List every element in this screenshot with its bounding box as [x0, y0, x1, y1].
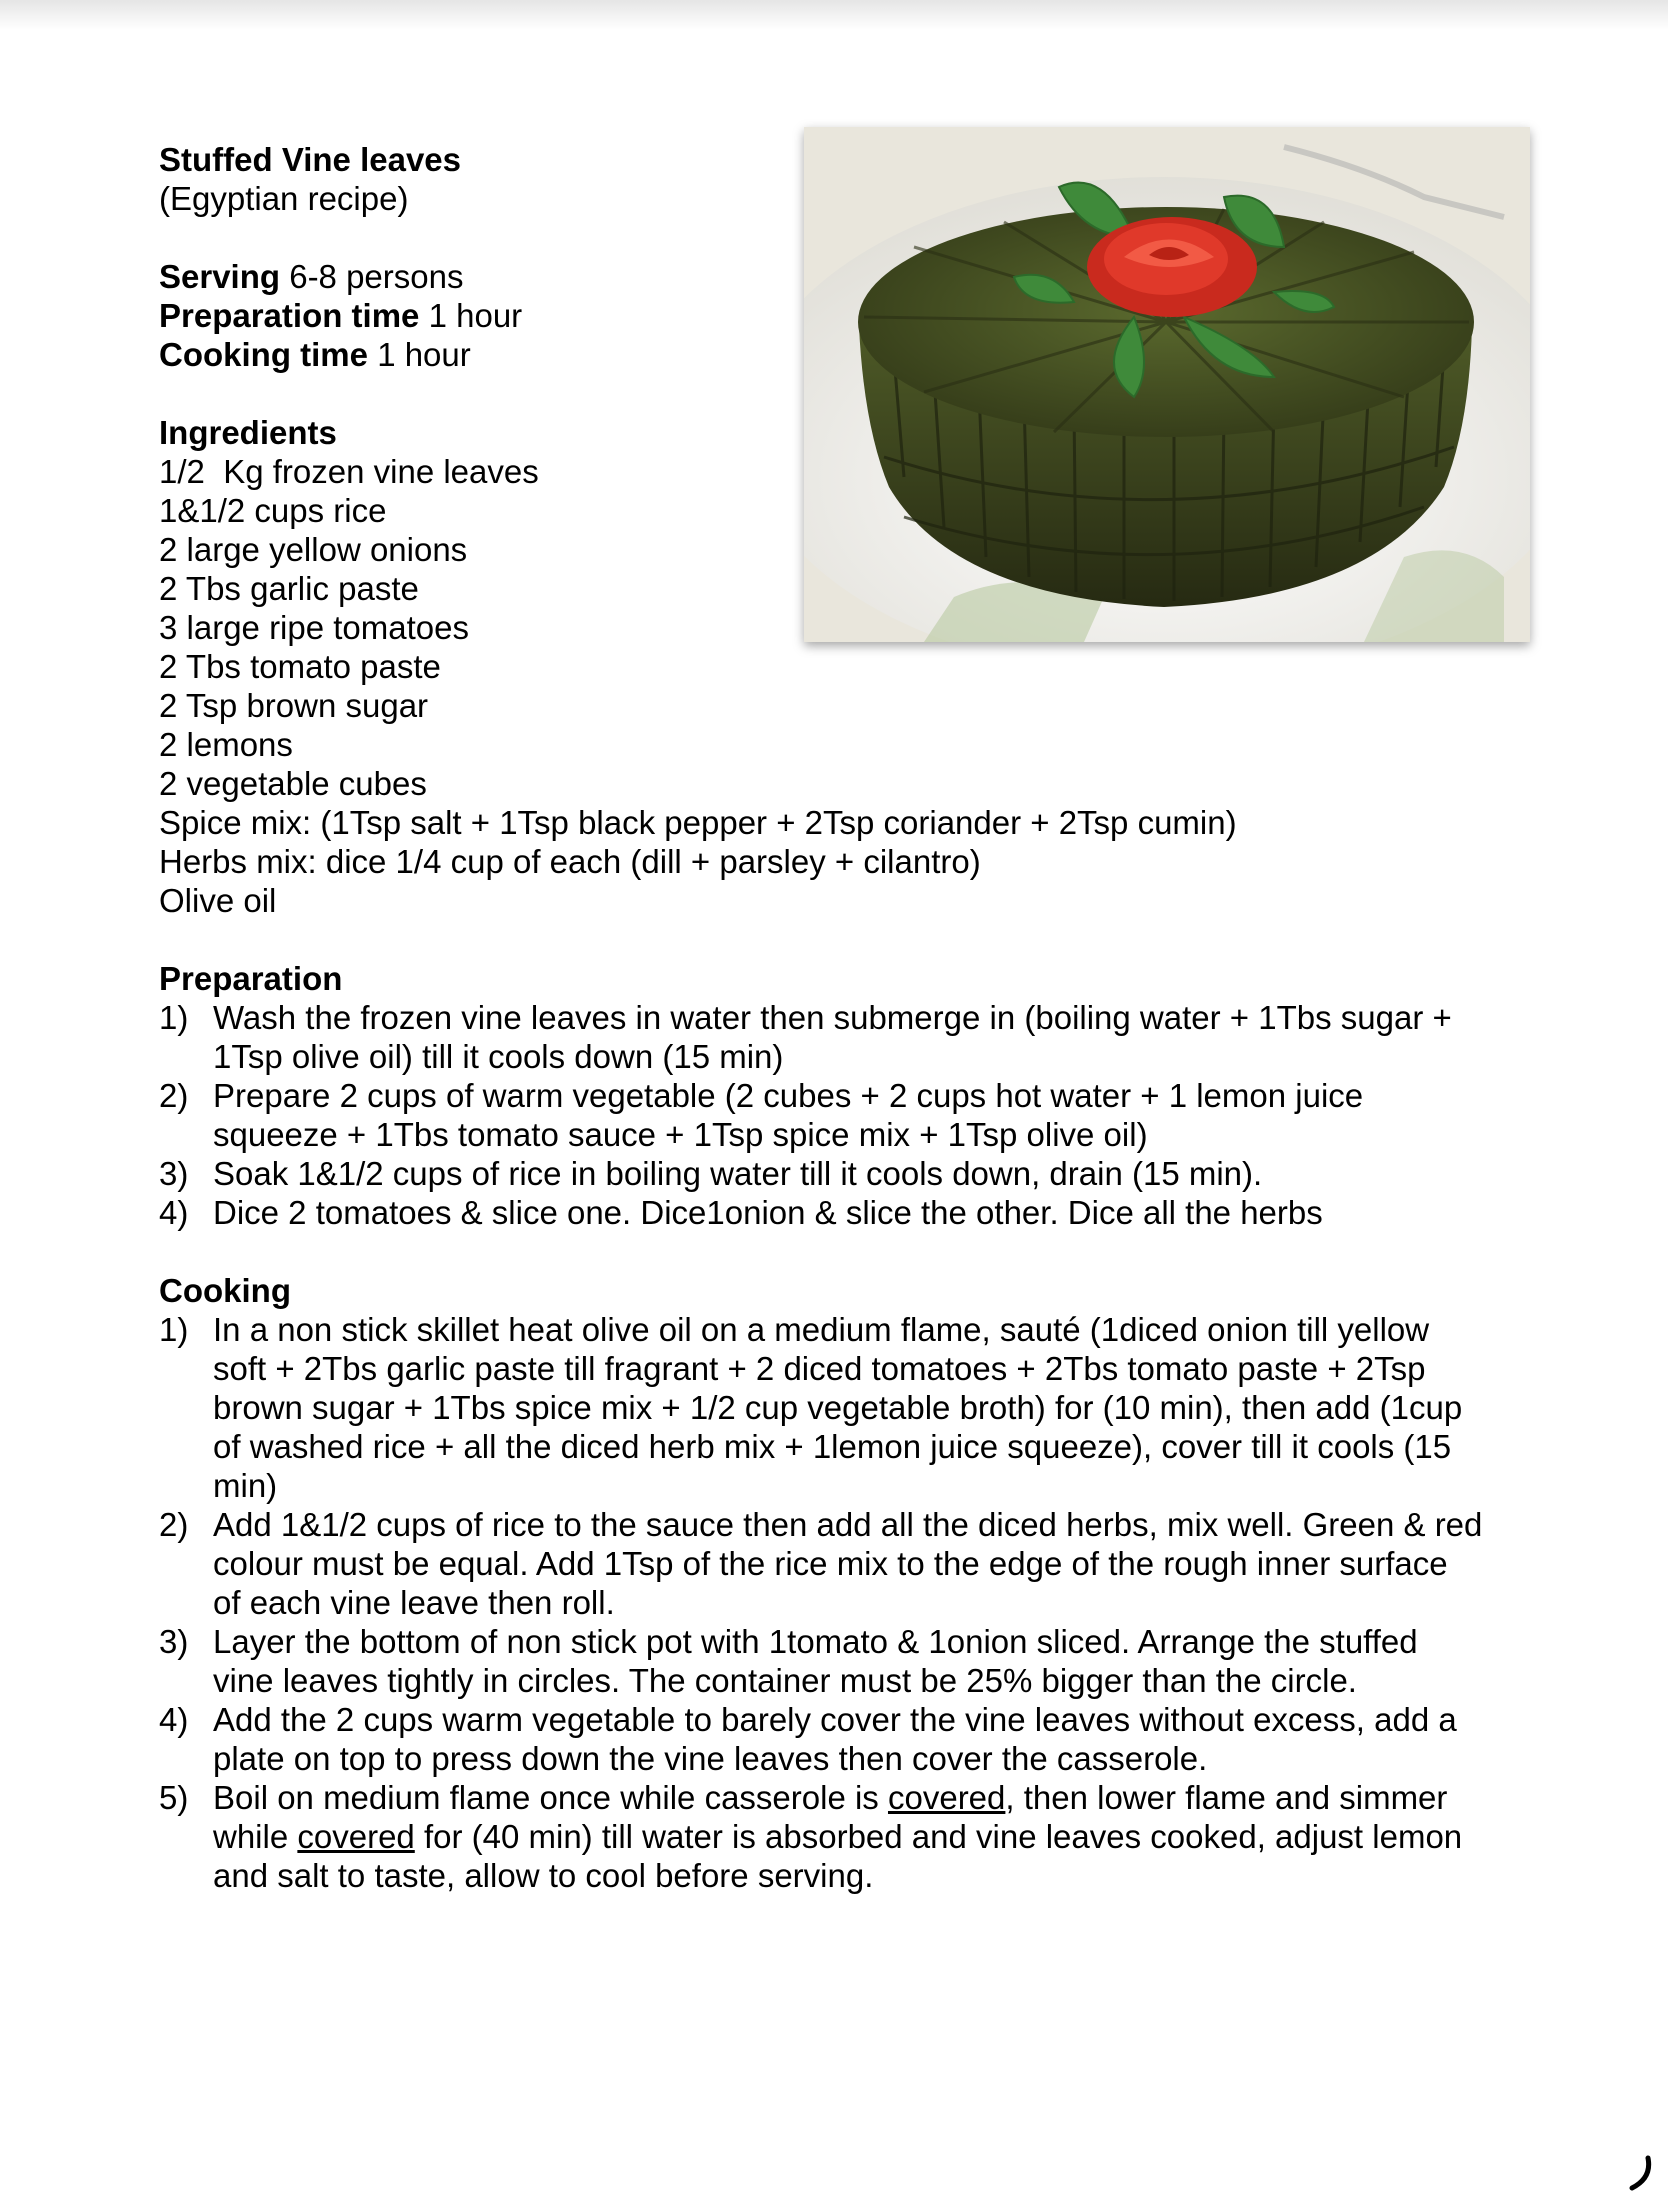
preparation-step — [159, 1154, 1553, 1193]
step-line — [213, 1817, 1553, 1856]
ingredient-item: 2 vegetable cubes — [159, 765, 427, 802]
cooking-step — [159, 1310, 1553, 1505]
step-number: 3) — [159, 1155, 189, 1192]
step-line: Add 1&1/2 cups of rice to the sauce then add all the diced herbs, mix well. Green & red — [213, 1506, 1483, 1543]
step-line: colour must be equal. Add 1Tsp of the rice mix to the edge of the rough inner surface — [213, 1545, 1448, 1582]
cook-time-value: 1 hour — [377, 336, 471, 373]
page-curl-icon — [1626, 2154, 1656, 2194]
ingredient-item: 1/2 Kg frozen vine leaves — [159, 453, 539, 490]
preparation-step — [159, 1076, 1553, 1154]
preparation-heading: Preparation — [159, 960, 343, 997]
step-number: 2) — [159, 1077, 189, 1114]
page-top-shadow — [0, 0, 1668, 30]
serving-row — [159, 257, 1539, 296]
ingredient-item: 1&1/2 cups rice — [159, 492, 387, 529]
cook-time-row — [159, 335, 1539, 374]
serving-value: 6-8 persons — [289, 258, 464, 295]
ingredient-item: 3 large ripe tomatoes — [159, 609, 470, 646]
cooking-step — [159, 1622, 1553, 1700]
cook-time-label: Cooking time — [159, 336, 369, 373]
text-run: Boil on medium flame once while casserole is — [213, 1779, 888, 1816]
step-line: Wash the frozen vine leaves in water then submerge in (boiling water + 1Tbs sugar + — [213, 999, 1452, 1036]
step-number: 5) — [159, 1779, 189, 1816]
recipe-document — [159, 140, 1539, 1895]
step-line — [213, 1778, 1553, 1817]
step-text — [213, 1505, 1553, 1622]
step-line: soft + 2Tbs garlic paste till fragrant + 2 diced tomatoes + 2Tbs tomato paste + 2Tsp — [213, 1350, 1426, 1387]
recipe-title: Stuffed Vine leaves — [159, 141, 462, 178]
ingredients-heading: Ingredients — [159, 414, 337, 451]
text-run: and salt to taste, allow to cool before serving. — [213, 1857, 874, 1894]
step-line: 1Tsp olive oil) till it cools down (15 min) — [213, 1038, 784, 1075]
ingredient-item: 2 Tbs garlic paste — [159, 570, 419, 607]
step-number: 2) — [159, 1506, 189, 1543]
text-run: for (40 min) till water is absorbed and vine leaves cooked, adjust lemon — [414, 1818, 1463, 1855]
serving-label: Serving — [159, 258, 281, 295]
ingredient-item: 2 Tbs tomato paste — [159, 648, 441, 685]
step-line: Layer the bottom of non stick pot with 1tomato & 1onion sliced. Arrange the stuffed — [213, 1623, 1418, 1660]
ingredient-item: Herbs mix: dice 1/4 cup of each (dill + parsley + cilantro) — [159, 843, 981, 880]
ingredient-item: Spice mix: (1Tsp salt + 1Tsp black pepper + 2Tsp coriander + 2Tsp cumin) — [159, 804, 1237, 841]
step-line: Add the 2 cups warm vegetable to barely cover the vine leaves without excess, add a — [213, 1701, 1457, 1738]
step-line: of each vine leave then roll. — [213, 1584, 615, 1621]
cooking-steps — [159, 1310, 1539, 1895]
preparation-steps — [159, 998, 1539, 1232]
step-text — [213, 1076, 1553, 1154]
step-line: min) — [213, 1467, 278, 1504]
step-text — [213, 1700, 1553, 1778]
step-line: squeeze + 1Tbs tomato sauce + 1Tsp spice mix + 1Tsp olive oil) — [213, 1116, 1148, 1153]
step-number: 4) — [159, 1194, 189, 1231]
text-run: , then lower flame and simmer — [1005, 1779, 1448, 1816]
prep-time-row — [159, 296, 1539, 335]
step-line: of washed rice + all the diced herb mix + 1lemon juice squeeze), cover till it cools (15 — [213, 1428, 1452, 1465]
step-number: 1) — [159, 999, 189, 1036]
underlined-word: covered — [887, 1779, 1006, 1816]
step-number: 3) — [159, 1623, 189, 1660]
ingredient-item: Olive oil — [159, 882, 277, 919]
step-line: Dice 2 tomatoes & slice one. Dice1onion & slice the other. Dice all the herbs — [213, 1194, 1323, 1231]
prep-time-label: Preparation time — [159, 297, 420, 334]
cooking-heading: Cooking — [159, 1272, 291, 1309]
step-line: In a non stick skillet heat olive oil on a medium flame, sauté (1diced onion till yellow — [213, 1311, 1430, 1348]
ingredient-item: 2 lemons — [159, 726, 293, 763]
step-line: plate on top to press down the vine leaves then cover the casserole. — [213, 1740, 1208, 1777]
underlined-word: covered — [297, 1818, 415, 1855]
step-text — [213, 1154, 1553, 1193]
cooking-step — [159, 1778, 1553, 1895]
ingredients-list — [159, 452, 1539, 920]
step-line: Prepare 2 cups of warm vegetable (2 cubes + 2 cups hot water + 1 lemon juice — [213, 1077, 1364, 1114]
step-number: 4) — [159, 1701, 189, 1738]
step-text — [213, 998, 1553, 1076]
step-text — [213, 1310, 1553, 1505]
prep-time-value: 1 hour — [428, 297, 523, 334]
preparation-step — [159, 1193, 1553, 1232]
cooking-step — [159, 1700, 1553, 1778]
step-line: vine leaves tightly in circles. The container must be 25% bigger than the circle. — [213, 1662, 1357, 1699]
step-line: brown sugar + 1Tbs spice mix + 1/2 cup vegetable broth) for (10 min), then add (1cup — [213, 1389, 1463, 1426]
step-line — [213, 1856, 1553, 1895]
step-text — [213, 1193, 1553, 1232]
cooking-step — [159, 1505, 1553, 1622]
step-text — [213, 1622, 1553, 1700]
ingredient-item: 2 large yellow onions — [159, 531, 468, 568]
step-line: Soak 1&1/2 cups of rice in boiling water till it cools down, drain (15 min). — [213, 1155, 1263, 1192]
recipe-subtitle: (Egyptian recipe) — [159, 180, 409, 217]
step-number: 1) — [159, 1311, 189, 1348]
preparation-step — [159, 998, 1553, 1076]
ingredient-item: 2 Tsp brown sugar — [159, 687, 429, 724]
step-text — [213, 1778, 1553, 1895]
text-run: while — [213, 1818, 298, 1855]
